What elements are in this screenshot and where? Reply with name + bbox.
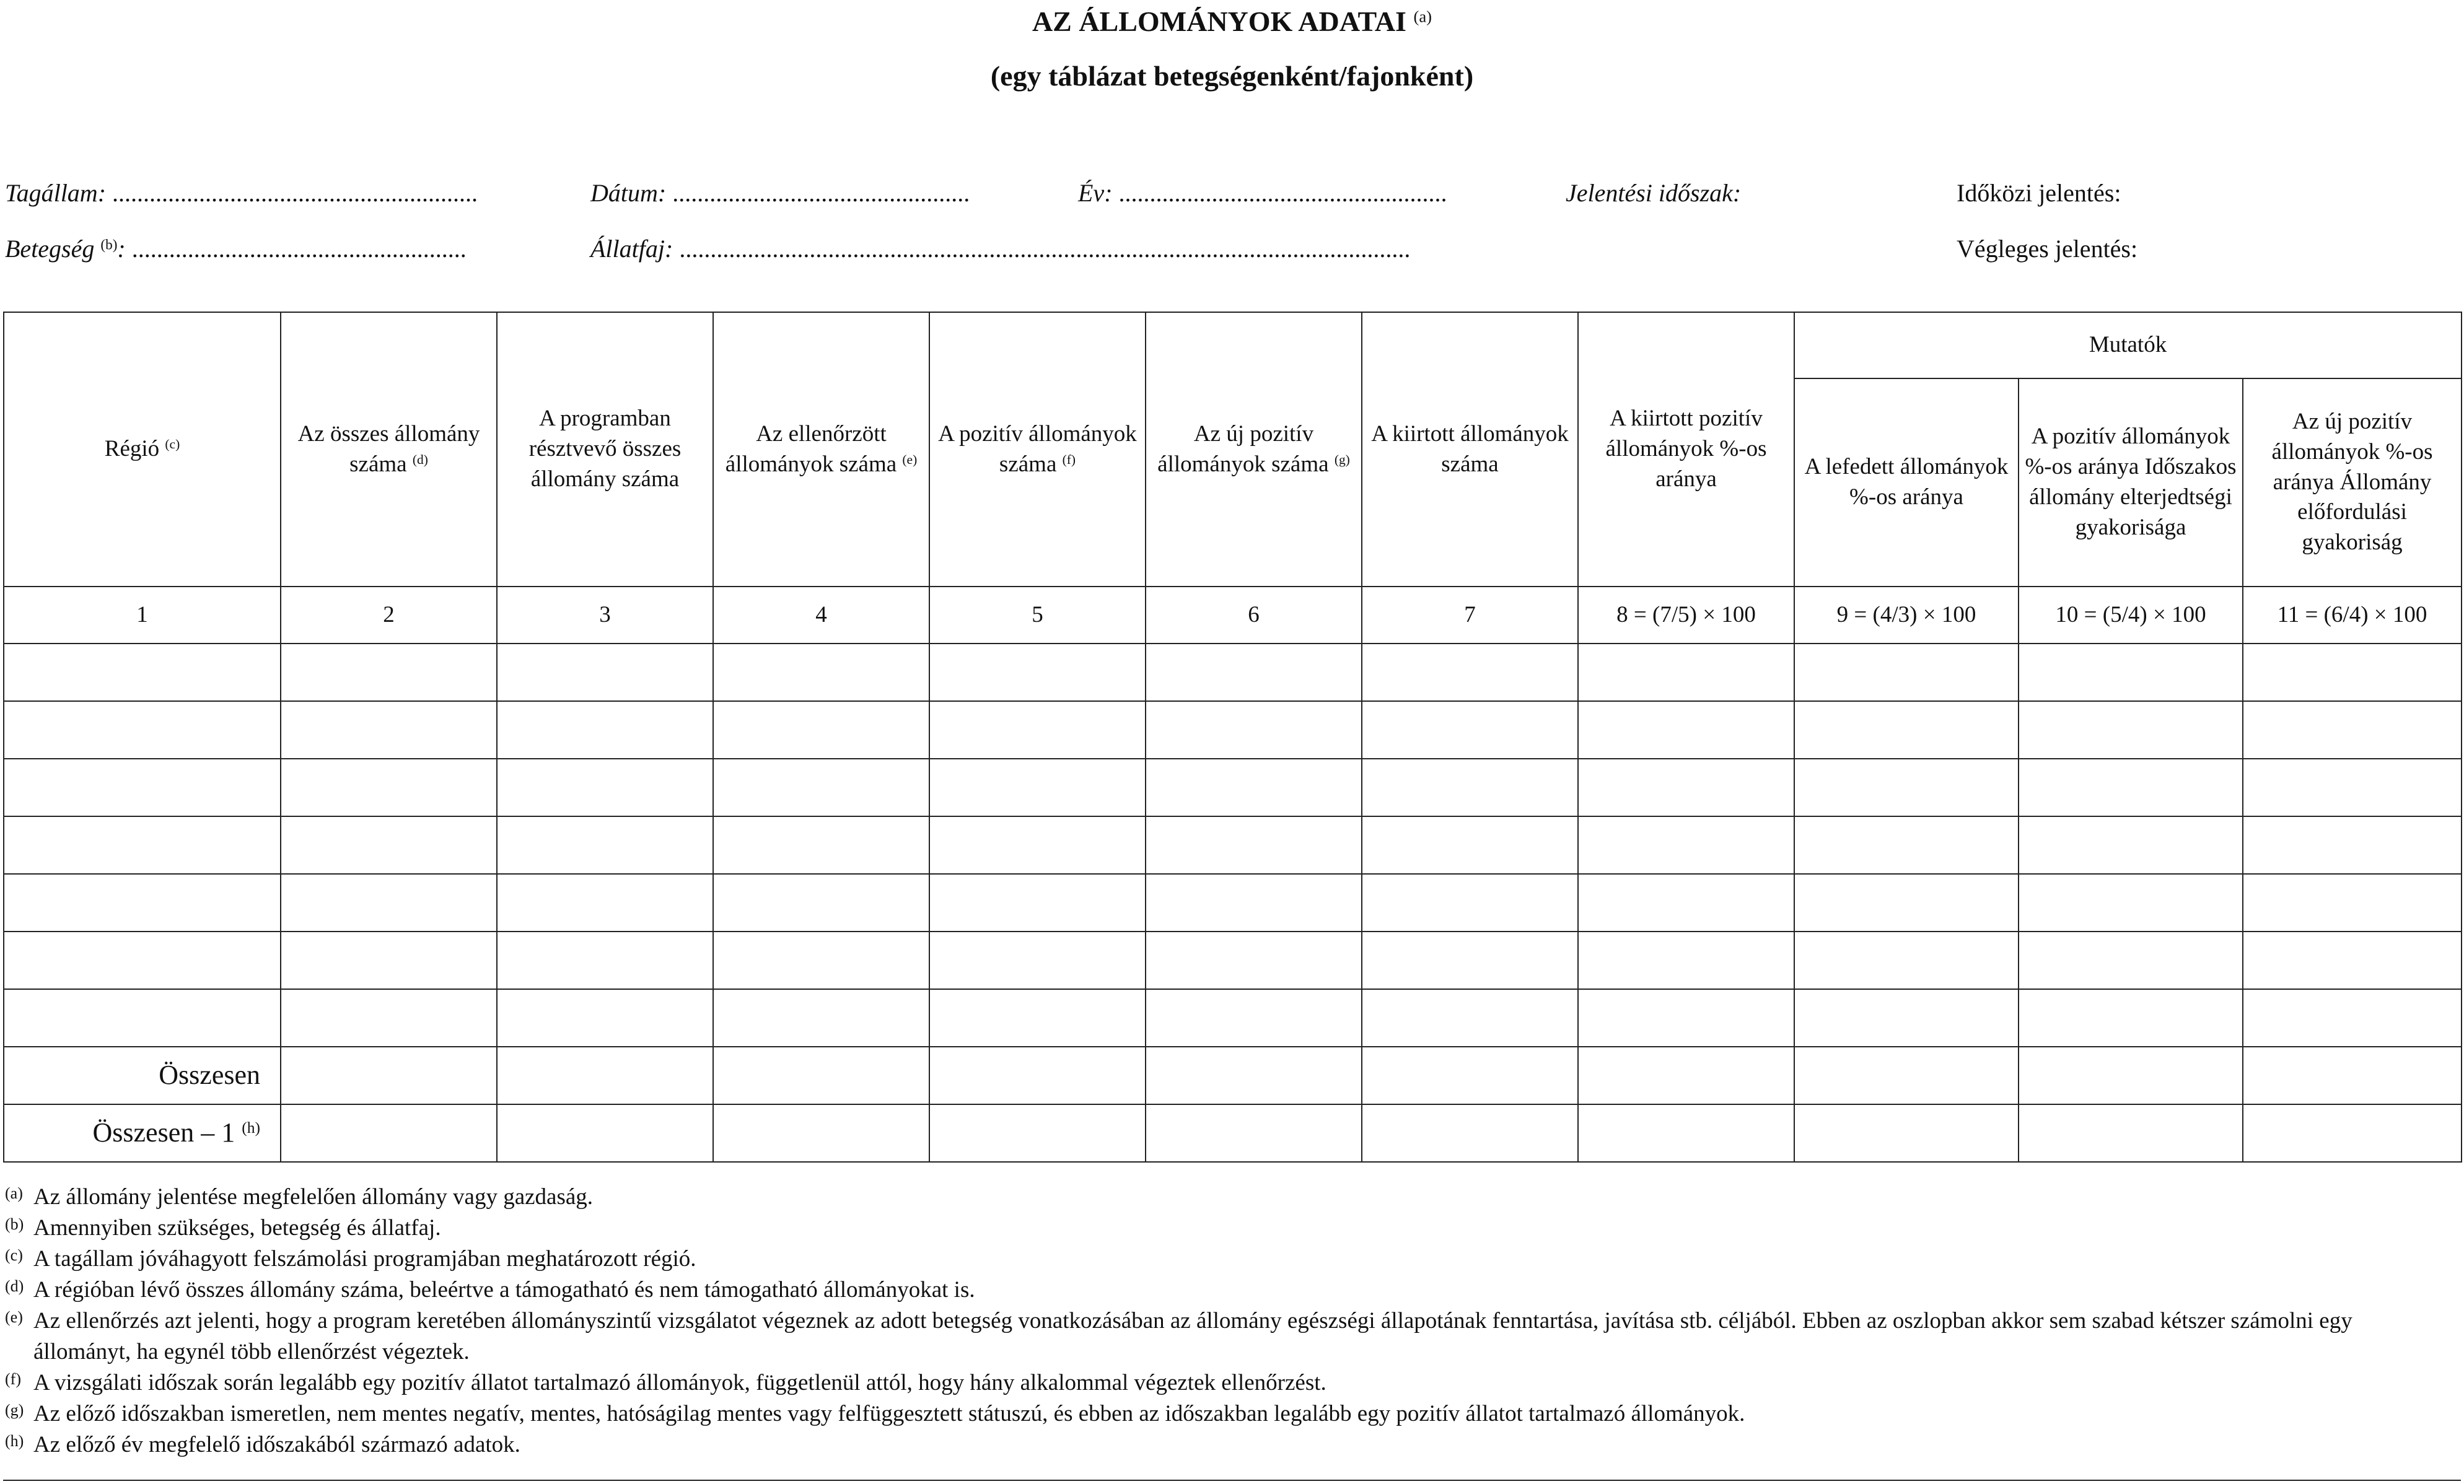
table-cell[interactable] bbox=[497, 1104, 713, 1162]
year-label: Év: bbox=[1078, 179, 1113, 207]
table-cell[interactable] bbox=[1146, 1047, 1362, 1104]
table-cell[interactable] bbox=[2019, 816, 2243, 874]
table-cell[interactable] bbox=[929, 644, 1146, 701]
column-number: 4 bbox=[713, 587, 929, 644]
table-cell[interactable] bbox=[2243, 1104, 2462, 1162]
table-cell[interactable] bbox=[1362, 1047, 1578, 1104]
table-cell[interactable] bbox=[1362, 759, 1578, 816]
total-label: Összesen bbox=[4, 1047, 281, 1104]
footnote-key: (h) bbox=[5, 1432, 24, 1450]
table-cell[interactable] bbox=[929, 1104, 1146, 1162]
table-cell[interactable] bbox=[4, 932, 281, 989]
disease-field[interactable] bbox=[5, 234, 467, 263]
footnote-text: Az állomány jelentése megfelelően állomány vagy gazdaság. bbox=[33, 1184, 594, 1210]
footnote-key: (g) bbox=[5, 1401, 24, 1419]
column-number: 3 bbox=[497, 587, 713, 644]
date-dots: ................................................ bbox=[672, 179, 970, 207]
table-cell[interactable] bbox=[1578, 701, 1794, 759]
table-cell[interactable] bbox=[1578, 1047, 1794, 1104]
table-cell[interactable] bbox=[2243, 644, 2462, 701]
footnote-a bbox=[5, 1182, 2455, 1213]
table-cell[interactable] bbox=[497, 644, 713, 701]
table-cell[interactable] bbox=[2019, 989, 2243, 1047]
table-cell[interactable] bbox=[2243, 701, 2462, 759]
table-cell[interactable] bbox=[1578, 1104, 1794, 1162]
table-cell[interactable] bbox=[281, 874, 497, 932]
table-row bbox=[4, 816, 2462, 874]
final-report-label: Végleges jelentés: bbox=[1957, 235, 2138, 263]
table-cell[interactable] bbox=[497, 989, 713, 1047]
table-cell[interactable] bbox=[713, 644, 929, 701]
table-cell[interactable] bbox=[2243, 816, 2462, 874]
table-row bbox=[4, 701, 2462, 759]
column-number: 6 bbox=[1146, 587, 1362, 644]
table-cell[interactable] bbox=[713, 932, 929, 989]
table-cell[interactable] bbox=[4, 644, 281, 701]
table-cell[interactable] bbox=[281, 701, 497, 759]
table-cell[interactable] bbox=[2019, 932, 2243, 989]
member-state-label: Tagállam: bbox=[5, 179, 107, 207]
table-cell[interactable] bbox=[2243, 1047, 2462, 1104]
table-cell[interactable] bbox=[281, 759, 497, 816]
table-cell[interactable] bbox=[713, 701, 929, 759]
column-number: 2 bbox=[281, 587, 497, 644]
table-cell[interactable] bbox=[1146, 1104, 1362, 1162]
table-cell[interactable] bbox=[2243, 759, 2462, 816]
table-cell[interactable] bbox=[929, 932, 1146, 989]
header-checked-herds: Az ellenőrzött állományok száma $^{(e)}$ bbox=[713, 312, 929, 587]
table-cell[interactable] bbox=[1794, 644, 2019, 701]
table-cell[interactable] bbox=[1362, 701, 1578, 759]
table-cell[interactable] bbox=[1578, 932, 1794, 989]
table-cell[interactable] bbox=[1794, 701, 2019, 759]
table-cell[interactable] bbox=[929, 989, 1146, 1047]
herd-data-table bbox=[3, 312, 2462, 1163]
species-dots: ...................................................................................................................... bbox=[679, 235, 1411, 263]
column-number: 9 = (4/3) × 100 bbox=[1794, 587, 2019, 644]
member-state-dots: ........................................................... bbox=[112, 179, 478, 207]
table-cell[interactable] bbox=[1362, 989, 1578, 1047]
document-subtitle: (egy táblázat betegségenként/fajonként) bbox=[990, 60, 1474, 92]
table-cell[interactable] bbox=[1146, 759, 1362, 816]
table-cell[interactable] bbox=[497, 932, 713, 989]
total-previous-row bbox=[4, 1104, 2462, 1162]
column-number: 7 bbox=[1362, 587, 1578, 644]
table-cell[interactable] bbox=[497, 874, 713, 932]
header-depopulated-herds: A kiirtott állományok száma bbox=[1362, 312, 1578, 587]
table-row bbox=[4, 874, 2462, 932]
table-cell[interactable] bbox=[1794, 816, 2019, 874]
interim-report-field[interactable] bbox=[1957, 178, 2121, 207]
year-field[interactable] bbox=[1078, 178, 1447, 207]
footnote-text: Amennyiben szükséges, betegség és állatfaj. bbox=[33, 1215, 441, 1241]
table-cell[interactable] bbox=[2019, 759, 2243, 816]
footnote-key: (d) bbox=[5, 1277, 24, 1295]
total-previous-footnote-ref: (h) bbox=[242, 1119, 260, 1137]
table-cell[interactable] bbox=[713, 1104, 929, 1162]
table-cell[interactable] bbox=[1794, 989, 2019, 1047]
footnote-key: (c) bbox=[5, 1246, 23, 1264]
table-cell[interactable] bbox=[1578, 874, 1794, 932]
table-cell[interactable] bbox=[1362, 816, 1578, 874]
table-cell[interactable] bbox=[1362, 874, 1578, 932]
table-cell[interactable] bbox=[2243, 874, 2462, 932]
disease-colon: : bbox=[117, 235, 126, 263]
table-cell[interactable] bbox=[1794, 932, 2019, 989]
document-title bbox=[0, 5, 2464, 38]
table-cell[interactable] bbox=[4, 874, 281, 932]
table-cell[interactable] bbox=[2019, 1104, 2243, 1162]
footnote-text: Az ellenőrzés azt jelenti, hogy a program keretében állományszintű vizsgálatot végeznek az adott betegség vonatkozásában az állomány egészségi állapotának fenntartása, javítása stb. céljából. Ebben az oszlopban akkor sem szabad kétszer számolni egy állományt, ha egynél több ellenőrzést végeztek. bbox=[33, 1308, 2352, 1364]
table-cell[interactable] bbox=[929, 701, 1146, 759]
reporting-period-label: Jelentési időszak: bbox=[1566, 179, 1742, 207]
column-number: 10 = (5/4) × 100 bbox=[2019, 587, 2243, 644]
table-cell[interactable] bbox=[713, 759, 929, 816]
footnote-d bbox=[5, 1275, 2455, 1306]
table-cell[interactable] bbox=[929, 874, 1146, 932]
disease-label: Betegség bbox=[5, 235, 95, 263]
footnote-key: (e) bbox=[5, 1308, 23, 1326]
table-cell[interactable] bbox=[281, 644, 497, 701]
table-row bbox=[4, 644, 2462, 701]
header-herds-in-programme: A programban résztvevő összes állomány száma bbox=[497, 312, 713, 587]
footnote-c bbox=[5, 1244, 2455, 1275]
header-footnote-ref: (e) bbox=[902, 452, 918, 467]
species-field[interactable] bbox=[590, 234, 1410, 263]
date-label: Dátum: bbox=[590, 179, 667, 207]
column-number: 1 bbox=[4, 587, 281, 644]
column-number: 5 bbox=[929, 587, 1146, 644]
footnote-text: A tagállam jóváhagyott felszámolási programjában meghatározott régió. bbox=[33, 1246, 696, 1272]
footnote-text: Az előző időszakban ismeretlen, nem mentes negatív, mentes, hatóságilag mentes vagy felfüggesztett státuszú, és ebben az időszakban legalább egy pozitív állatot tartalmazó állományok. bbox=[33, 1401, 1745, 1426]
table-cell[interactable] bbox=[1146, 816, 1362, 874]
table-cell[interactable] bbox=[1578, 644, 1794, 701]
member-state-field[interactable] bbox=[5, 178, 478, 207]
table-cell[interactable] bbox=[4, 816, 281, 874]
footnote-key: (a) bbox=[5, 1184, 23, 1202]
header-footnote-ref: (f) bbox=[1062, 452, 1076, 467]
footnote-f bbox=[5, 1368, 2455, 1399]
species-label: Állatfaj: bbox=[590, 235, 673, 263]
footnote-h bbox=[5, 1429, 2455, 1460]
header-footnote-ref: (g) bbox=[1334, 452, 1350, 467]
table-cell[interactable] bbox=[713, 874, 929, 932]
table-cell[interactable] bbox=[1146, 932, 1362, 989]
header-region: Régió $^{(c)}$ bbox=[4, 312, 281, 587]
table-cell[interactable] bbox=[1794, 759, 2019, 816]
table-cell[interactable] bbox=[1794, 874, 2019, 932]
disease-dots: ...................................................... bbox=[131, 235, 467, 263]
interim-report-label: Időközi jelentés: bbox=[1957, 179, 2121, 207]
table-cell[interactable] bbox=[281, 1104, 497, 1162]
title-text: AZ ÁLLOMÁNYOK ADATAI bbox=[1032, 6, 1406, 37]
table-cell[interactable] bbox=[1362, 1104, 1578, 1162]
column-number: 8 = (7/5) × 100 bbox=[1578, 587, 1794, 644]
footnotes bbox=[5, 1182, 2455, 1460]
column-number: 11 = (6/4) × 100 bbox=[2243, 587, 2462, 644]
table-cell[interactable] bbox=[4, 759, 281, 816]
table-cell[interactable] bbox=[929, 759, 1146, 816]
footnote-key: (f) bbox=[5, 1370, 21, 1388]
header-footnote-ref: (c) bbox=[165, 437, 180, 452]
table-cell[interactable] bbox=[497, 759, 713, 816]
table-cell[interactable] bbox=[2243, 932, 2462, 989]
header-new-positive-herds: Az új pozitív állományok száma $^{(g)}$ bbox=[1146, 312, 1362, 587]
footnote-text: Az előző év megfelelő időszakából származó adatok. bbox=[33, 1432, 520, 1457]
header-positive-pct: A pozitív állományok %-os aránya Időszakos állomány elterjedtségi gyakorisága bbox=[2019, 378, 2243, 587]
table-cell[interactable] bbox=[1362, 932, 1578, 989]
table-cell[interactable] bbox=[1362, 644, 1578, 701]
table-cell[interactable] bbox=[1578, 759, 1794, 816]
table-cell[interactable] bbox=[2243, 989, 2462, 1047]
table-cell[interactable] bbox=[1146, 989, 1362, 1047]
header-coverage-pct: A lefedett állományok %-os aránya bbox=[1794, 378, 2019, 587]
footnote-text: A vizsgálati időszak során legalább egy pozitív állatot tartalmazó állományok, függetlenül attól, hogy hány alkalommal végeztek ellenőrzést. bbox=[33, 1370, 1326, 1395]
table-cell[interactable] bbox=[2019, 874, 2243, 932]
total-row bbox=[4, 1047, 2462, 1104]
table-cell[interactable] bbox=[497, 1047, 713, 1104]
footnote-text: A régióban lévő összes állomány száma, beleértve a támogatható és nem támogatható állományokat is. bbox=[33, 1277, 975, 1303]
table-cell[interactable] bbox=[713, 816, 929, 874]
table-cell[interactable] bbox=[4, 701, 281, 759]
header-footnote-ref: (d) bbox=[412, 452, 428, 467]
table-cell[interactable] bbox=[1146, 874, 1362, 932]
footnote-e bbox=[5, 1306, 2455, 1368]
table-cell[interactable] bbox=[281, 1047, 497, 1104]
table-cell[interactable] bbox=[2019, 1047, 2243, 1104]
final-report-field[interactable] bbox=[1957, 234, 2137, 263]
title-footnote-ref: (a) bbox=[1413, 7, 1432, 26]
header-positive-herds: A pozitív állományok száma $^{(f)}$ bbox=[929, 312, 1146, 587]
footnote-b bbox=[5, 1213, 2455, 1244]
table-cell[interactable] bbox=[497, 816, 713, 874]
table-cell[interactable] bbox=[281, 816, 497, 874]
total-previous-label: Összesen – 1 $^{(h)}$ bbox=[4, 1104, 281, 1162]
date-field[interactable] bbox=[590, 178, 970, 207]
table-cell[interactable] bbox=[1794, 1047, 2019, 1104]
header-indicators-group: Mutatók bbox=[1794, 312, 2462, 378]
table-row bbox=[4, 989, 2462, 1047]
table-cell[interactable] bbox=[929, 816, 1146, 874]
table-row bbox=[4, 932, 2462, 989]
header-total-herds: Az összes állomány száma $^{(d)}$ bbox=[281, 312, 497, 587]
table-row bbox=[4, 759, 2462, 816]
reporting-period-field bbox=[1566, 178, 1741, 207]
table-cell[interactable] bbox=[281, 989, 497, 1047]
table-cell[interactable] bbox=[497, 701, 713, 759]
column-number-row bbox=[4, 587, 2462, 644]
table-cell[interactable] bbox=[2019, 644, 2243, 701]
table-cell[interactable] bbox=[1578, 989, 1794, 1047]
table-cell[interactable] bbox=[281, 932, 497, 989]
footnote-g bbox=[5, 1399, 2455, 1429]
table-cell[interactable] bbox=[713, 989, 929, 1047]
footnote-key: (b) bbox=[5, 1215, 24, 1233]
disease-footnote-ref: (b) bbox=[100, 237, 118, 253]
table-cell[interactable] bbox=[1578, 816, 1794, 874]
table-cell[interactable] bbox=[713, 1047, 929, 1104]
table-cell[interactable] bbox=[1146, 701, 1362, 759]
table-cell[interactable] bbox=[1146, 644, 1362, 701]
table-cell[interactable] bbox=[2019, 701, 2243, 759]
bottom-divider bbox=[3, 1480, 2461, 1481]
header-new-positive-pct: Az új pozitív állományok %-os aránya Állomány előfordulási gyakoriság bbox=[2243, 378, 2462, 587]
table-cell[interactable] bbox=[4, 989, 281, 1047]
header-depopulated-positive-pct: A kiirtott pozitív állományok %-os aránya bbox=[1578, 312, 1794, 587]
table-cell[interactable] bbox=[1794, 1104, 2019, 1162]
year-dots: ..................................................... bbox=[1118, 179, 1447, 207]
table-cell[interactable] bbox=[929, 1047, 1146, 1104]
